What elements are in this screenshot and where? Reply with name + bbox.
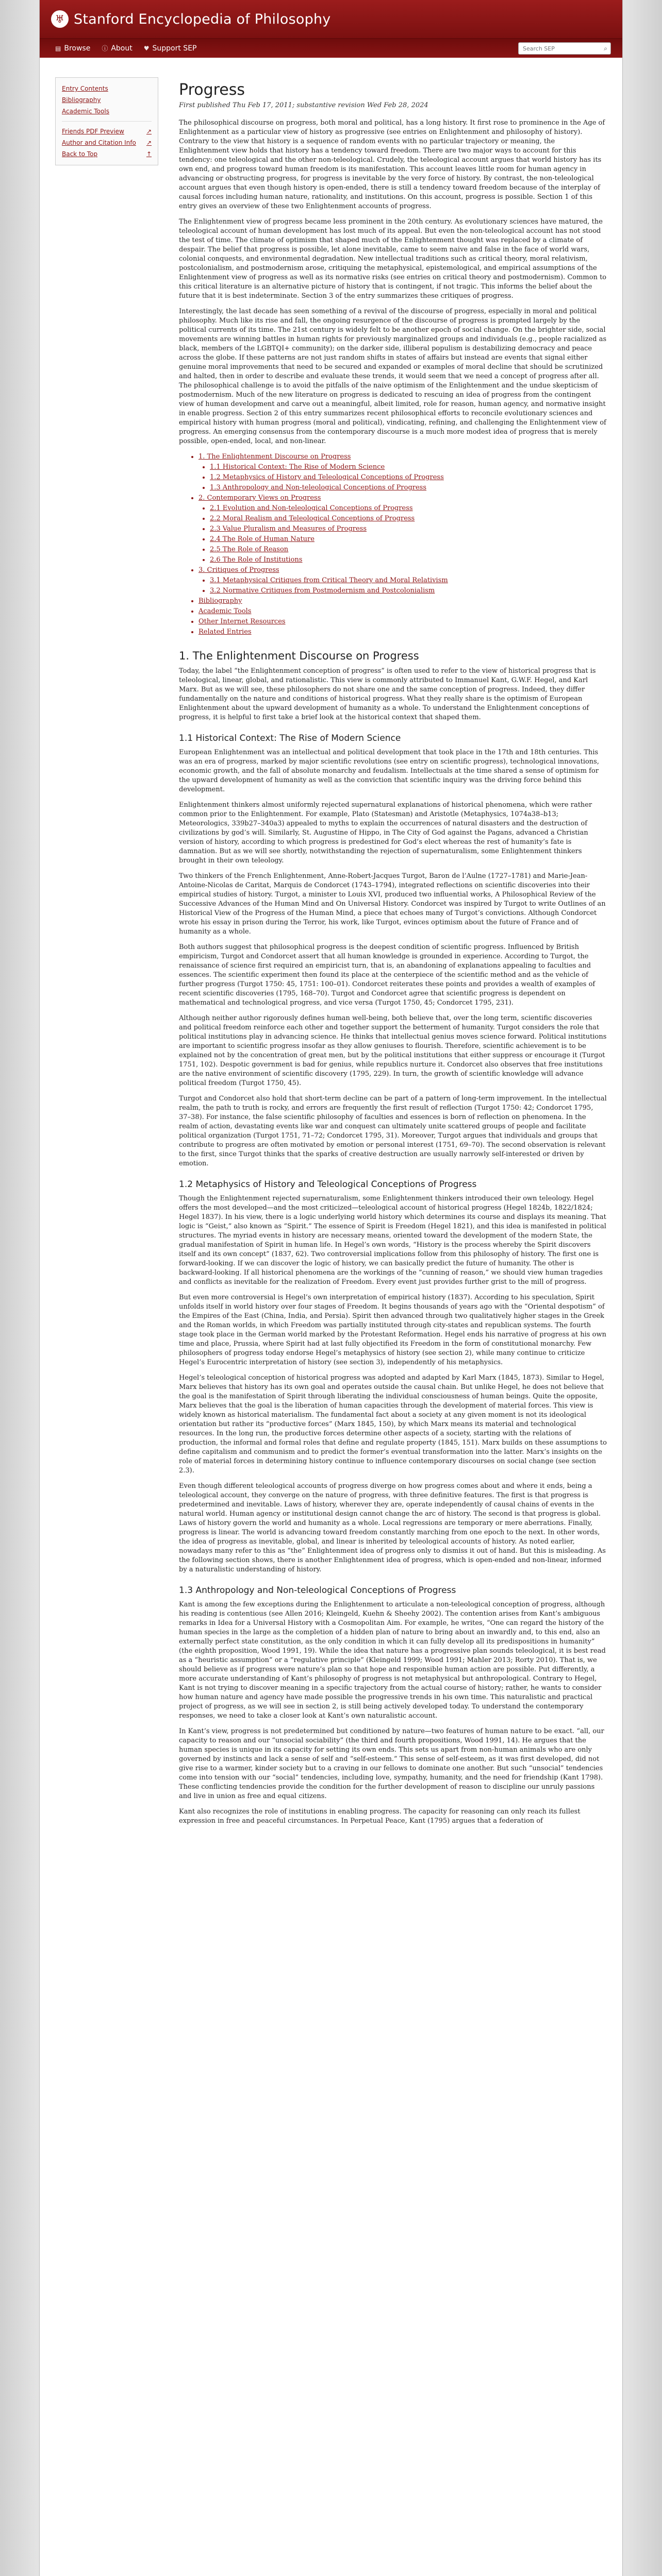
body-paragraph: Today, the label “the Enlightenment conception of progress” is often used to refer to the view of historical progress that is teleological, linear, global, and rationalistic. This view is commonly attributed to Immanuel Kant, G.W.F. Hegel, and Karl Marx. But as we will see, these philosophers do not share one and the same conception of progress. Indeed, they differ fundamentally on the nature and conditions of historical progress. What they really share is the optimism of European Enlightenment about the upward development of humanity as a whole. To understand the Enlightenment conceptions of progress, it is helpful to first take a brief look at the historical context that shaped them. [179,667,596,721]
section-body [179,1600,607,1826]
sidebar-group-contents [62,83,152,122]
toc-subitem[interactable]: • 2.2 Moral Realism and Teleological Conceptions of Progress [210,514,607,523]
section-heading: 1. The Enlightenment Discourse on Progress [179,650,419,662]
search-icon[interactable]: ⌕ [604,44,607,52]
sidebar-link-label: Friends PDF Preview [62,128,124,135]
toc-sublist [198,504,607,565]
content-frame [39,0,623,2576]
sidebar-link-label: Back to Top [62,150,98,158]
subsection-heading: 1.1 Historical Context: The Rise of Modern Science [179,733,401,743]
body-paragraph: Hegel’s teleological conception of historical progress was adopted and adapted by Karl Marx (1845, 1873). Similar to Hegel, Marx believes that history has its own goal and operates outside the causal chain. But unlike Hegel, he does not believe that the goal is the manifestation of Spirit through liberating the individual consciousness of human beings. Quite the opposite, Marx believes that the goal is the liberation of human capacities through the development of material forces. This view is widely known as historical materialism. The fundamental fact about a society at any given moment is not its ideological orientation but rather its “productive forces” (Marx 1845, 150), by which Marx means its material and technological resources. In the long run, the productive forces determine other aspects of a society, starting with the relations of production, the informal and formal roles that define and regulate property (1845, 151). Marx builds on these assumptions to define capitalism and communism and to predict the former’s eventual transformation into the latter. Marx’s insights on the role of material forces in determining history continue to influence contemporary discourses on social change (see section 2.3). [179,1374,607,1475]
body-paragraph: Although neither author rigorously defines human well-being, both believe that, over the long term, scientific discoveries and political freedom reinforce each other and together support the betterment of humanity. Turgot considers the role that political institutions play in advancing science. He thinks that intellectual genius moves science forward. Political institutions are important to scientific progress insofar as they allow geniuses to flourish. Therefore, scientific achievement is to be explained not by the concentration of great men, but by the political institutions that either suppress or encourage it (Turgot 1751, 102). Despotic government is bad for genius, while republics nurture it. Condorcet also observes that free institutions are the native environment of scientific discovery (1795, 229). In turn, the growth of scientific knowledge will advance political freedom (Turgot 1750, 45). [179,1014,607,1087]
body-paragraph: Though the Enlightenment rejected supernaturalism, some Enlightenment thinkers introduced their own teleology. Hegel offers the most developed—and the most criticized—teleological account of historical progress (Hegel 1824b, 1822/1824; Hegel 1837). In his view, there is a logic underlying world history which determines its course and displays its meaning. That logic is “Geist,” also known as “Spirit.” The essence of Spirit is Freedom (Hegel 1821), and this idea is manifested in political structures. The myriad events in history are necessary means, oriented toward the development of the modern State, the gradual manifestation of Spirit in human life. In Hegel’s own words, “History is the process whereby the Spirit discovers itself and its own concept” (1837, 62). Two controversial implications follow from this philosophy of history. The first one is forward-looking. If we can discover the logic of history, we can basically predict the future of humanity. The other is backward-looking. If all historical phenomena are the workings of the “cunning of reason,” we should view human tragedies and conflicts as inevitable for the realization of Freedom. Every event just provides further grist to the mill of progress. [179,1195,606,1286]
nav-support[interactable] [144,44,197,53]
toc-item[interactable] [198,494,607,565]
intro-paragraph: The philosophical discourse on progress, both moral and political, has a long history. It first rose to prominence in the Age of Enlightenment as a particular view of history as progressive (see entries on Enlightenment and philosophy of history). Contrary to the view that history is a sequence of random events with no particular trajectory or meaning, the Enlightenment view holds that history has a tendency toward freedom. There are two major ways to account for this tendency: one teleological and the other non-teleological. Crudely, the teleological account argues that world history has its own end, and progress toward human freedom is its manifestation. This account leaves little room for human agency in advancing or obstructing progress, for progress is inevitable by the very force of history. By contrast, the non-teleological account argues that even though history is open-ended, there is still a tendency toward freedom because of the interplay of causal forces including human nature, rationality, and institutions. On this account, progress is possible. Section 1 of this entry gives an overview of these two Enlightenment accounts of progress. [179,119,605,210]
section-body [179,667,607,722]
search-box[interactable] [518,42,611,55]
nav-browse[interactable] [55,44,90,53]
external-link-icon: ↗ [146,139,152,146]
toc-subitem[interactable]: • 3.1 Metaphysical Critiques from Critical Theory and Moral Relativism [210,576,607,585]
info-icon: ⓘ [102,45,108,52]
nav-browse-label: Browse [64,44,91,53]
toc-item-label: Related Entries [198,628,252,636]
sidebar-link-label: Entry Contents [62,85,108,92]
body-paragraph: Kant also recognizes the role of institutions in enabling progress. The capacity for reasoning can only reach its fullest expression in free and peaceful circumstances. In Perpetual Peace, Kant (1795) argues that a federation of [179,1808,581,1825]
site-title[interactable]: Stanford Encyclopedia of Philosophy [74,11,331,27]
sidebar-link-entry-contents[interactable] [62,83,152,94]
toc-item-label: Other Internet Resources [198,618,286,625]
sidebar-link-label: Bibliography [62,96,101,104]
toc-subitem[interactable]: • 1.1 Historical Context: The Rise of Modern Science [210,463,607,472]
toc-item[interactable] [198,607,607,616]
sidebar-link-bibliography[interactable] [62,94,152,106]
toc-item[interactable] [198,452,607,493]
toc-sublist [198,463,607,493]
body-paragraph: Both authors suggest that philosophical progress is the deepest condition of scientific progress. Influenced by British empiricism, Turgot and Condorcet assert that all human knowledge is grounded in experience. According to Turgot, the renaissance of science first required an empiricist turn, that is, an abandoning of explanations appealing to faculties and essences. The scientific experiment then found its place at the centerpiece of the scientific method and as the vehicle of further progress (Turgot 1750: 45, 1751: 100–01). Condorcet reiterates these points and provides a wealth of examples of recent scientific discoveries (1795, 168–70). Turgot and Condorcet agree that scientific progress is dependent on mathematical and technological progress, and vice versa (Turgot 1750, 45; Condorcet 1795, 231). [179,943,595,1007]
body-paragraph: Kant is among the few exceptions during the Enlightenment to articulate a non-teleological conception of progress, although his reading is contentious (see Allen 2016; Kleingeld, Kuehn & Sheehy 2002). The contention arises from Kant’s ambiguous remarks in Idea for a Universal History with a Cosmopolitan Aim. For example, he writes, “One can regard the history of the human species in the large as the completion of a hidden plan of nature to bring about an inwardly and, to this end, also an externally perfect state constitution, as the only condition in which it can fully develop all its predispositions in humanity” (the eighth proposition, Wood 1991, 19). While the idea that nature has a progressive plan sounds teleological, it is best read as a “heuristic assumption” or a “regulative principle” (Kleingeld 1999; Wood 1991; Mahler 2013; Rorty 2010). That is, we should believe as if progress were nature’s plan so that hope and responsible human action are possible. Put differently, a more accurate understanding of Kant’s philosophy of progress is not metaphysical but anthropological. Contrary to Hegel, Kant is not trying to discover meaning in a specific trajectory from the actual course of history; rather, he wants to consider how human nature and agency have made possible the progressive trends in his own time. This naturalistic and practical project of progress, as we will see in section 2, is still being actively developed today. To understand the contemporary responses, we need to take a closer look at Kant’s own naturalistic account. [179,1601,606,1720]
toc-sublist [198,576,607,596]
sidebar-link-back-to-top[interactable] [62,148,152,160]
heart-icon: ♥ [143,44,150,52]
toc-item[interactable] [198,597,607,606]
section-body [179,1194,607,1574]
arrow-up-icon: ↑ [146,150,152,158]
toc-subitem[interactable]: • 3.2 Normative Critiques from Postmodernism and Postcolonialism [210,586,607,596]
toc-subitem[interactable]: • 2.4 The Role of Human Nature [210,535,607,544]
book-icon: ▤ [55,44,61,52]
sidebar-group-tools [62,126,152,160]
entry-main [179,77,607,1832]
body-paragraph: Even though different teleological accounts of progress diverge on how progress comes about and where it ends, being a teleological account, they converge on the nature of progress, with three definitive features. The first is that progress is predetermined and inevitable. Laws of history, wherever they are, operate independently of causal chains of events in the natural world. Human agency or institutional design cannot change the arc of history. The second is that progress is global. Laws of history govern the world and humanity as a whole. Local regressions are temporary or mere aberrations. Finally, progress is linear. The world is advancing toward freedom constantly marching from one epoch to the next. In other words, the idea of progress as inevitable, global, and linear is inherited by teleological accounts of history. As noted earlier, nowadays many refer to this as “the” Enlightenment idea of progress only to dismiss it out of hand. But this is misleading. As the following section shows, there is another Enlightenment idea of progress, which is open-ended and non-linear, informed by a naturalistic understanding of history. [179,1482,606,1573]
nav-about-label: About [111,44,133,53]
publication-info: First published Thu Feb 17, 2011; substantive revision Wed Feb 28, 2024 [179,101,428,109]
toc-item-label: 3. Critiques of Progress [198,566,279,574]
toc-subitem[interactable]: • 1.2 Metaphysics of History and Teleological Conceptions of Progress [210,473,607,482]
toc-subitem[interactable]: • 2.3 Value Pluralism and Measures of Progress [210,524,607,534]
sidebar-link-label: Author and Citation Info [62,139,136,146]
body-paragraph: Enlightenment thinkers almost uniformly rejected supernatural explanations of historical phenomena, which were rather common prior to the Enlightenment. For example, Plato (Statesman) and Aristotle (Metaphysics, 1074a38–b13; Meteorologics, 339b27–340a3) appealed to myths to explain the occurrences of natural disasters and the destruction of civilizations by god’s will. Similarly, St. Augustine of Hippo, in The City of God against the Pagans, advanced a Christian version of history, according to which progress is predestined for God’s elect whereas the rest of humanity’s fate is damnation. But as we will see shortly, notwithstanding the rejection of supernaturalism, some Enlightenment thinkers brought in their own teleology. [179,801,592,865]
sidebar-link-academic-tools[interactable] [62,106,152,117]
body-paragraph: In Kant’s view, progress is not predetermined but conditioned by nature—two features of human nature to be exact. “all, our capacity to reason and our “unsocial sociability” (the third and fourth propositions, Wood 1991, 14). He argues that the human species is unique in its capacity for setting its own ends. This sets us apart from non-human animals who are only governed by instincts and lack a sense of self and “self-esteem.” This sense of self-esteem, as it was first developed, did not give rise to a warmer, kinder society but to a craving in our fellows to dominate one another. But such “unsocial” tendencies come into tension with our “social” tendencies, including love, sympathy, humanity, and the need for friendship (Kant 1798). These conflicting tendencies provide the condition for the further development of reason to discipline our unruly passions and live in union as free and equal citizens. [179,1727,604,1800]
sidebar-link-pdf-preview[interactable] [62,126,152,137]
nav-support-label: Support SEP [152,44,197,53]
body-paragraph: Turgot and Condorcet also hold that short-term decline can be part of a pattern of long-term improvement. In the intellectual realm, the path to truth is rocky, and errors are frequently the first result of reflection (Turgot 1750: 42; Condorcet 1795, 37–38). For instance, the false scientific philosophy of faculties and essences is born of reflection on phenomena. In the realm of action, devastating events like war and conquest can ultimately unite scattered groups of people and facilitate political organization (Turgot 1751, 71–72; Condorcet 1795, 31). Moreover, Turgot argues that individuals and groups that contribute to progress are often motivated by emotion or personal interest (1751, 69–70). The second observation is relevant to the first, since Turgot thinks that the sparks of creative destruction are usually narrowly self-interested or driven by emotion. [179,1095,607,1167]
toc-item[interactable] [198,617,607,626]
toc-item-label: 2. Contemporary Views on Progress [198,494,321,502]
intro-paragraph: The Enlightenment view of progress became less prominent in the 20th century. As evolutionary sciences have matured, the teleological account of human development has lost much of its appeal. But even the non-teleological account has not stood the test of time. The climate of optimism that shaped much of the Enlightenment thought was replaced by a climate of despair. The belief that progress is possible, let alone inevitable, came to seem naive and false in the face of world wars, colonial conquests, and environmental degradation. New intellectual traditions such as critical theory, moral relativism, postcolonialism, and postmodernism arose, critiquing the metaphysical, epistemological, and empirical assumptions of the Enlightenment view of progress as well as its normative risks (see entries on critical theory and postmodernism). Common to this critical literature is an alternative picture of history that is contingent, if not tragic. This informs the belief about the future that it is best indeterminate. Section 3 of the entry summarizes these critiques of progress. [179,218,607,300]
sidebar-link-label: Academic Tools [62,108,109,115]
toc-subitem[interactable]: • 2.6 The Role of Institutions [210,555,607,565]
toc-item-label: Academic Tools [198,607,252,615]
toc-item-label: 1. The Enlightenment Discourse on Progress [198,453,351,461]
section-body [179,748,607,1168]
toc-subitem[interactable]: • 2.5 The Role of Reason [210,545,607,554]
toc-subitem[interactable]: • 2.1 Evolution and Non-teleological Conceptions of Progress [210,504,607,513]
entry-title: Progress [179,81,245,99]
sep-logo-icon[interactable]: ♅ [51,10,69,28]
toc-list [187,452,607,637]
sidebar [55,77,158,165]
toc-item[interactable] [198,566,607,596]
preamble [179,118,607,446]
toc-item[interactable] [198,628,607,637]
masthead [40,0,622,38]
subsection-heading: 1.3 Anthropology and Non-teleological Conceptions of Progress [179,1585,456,1596]
sidebar-link-citation-info[interactable] [62,137,152,148]
external-link-icon: ↗ [146,128,152,135]
body-paragraph: Two thinkers of the French Enlightenment, Anne-Robert-Jacques Turgot, Baron de l’Aulne (1727–1781) and Marie-Jean-Antoine-Nicolas de Caritat, Marquis de Condorcet (1743–1794), integrated reflections on scientific discoveries into their empirical studies of history. Turgot, a minister to Louis XVI, produced two influential works, A Philosophical Review of the Successive Advances of the Human Mind and On Universal History. Condorcet was inspired by Turgot to write Outlines of an Historical View of the Progress of the Human Mind, a piece that echoes many of Turgot’s convictions. Although Condorcet wrote his essay in prison during the Terror, his work, like Turgot, evinces optimism about the future of France and of humanity as a whole. [179,872,606,936]
subsection-heading: 1.2 Metaphysics of History and Teleological Conceptions of Progress [179,1179,477,1190]
nav-about[interactable] [102,44,132,53]
navbar [40,38,622,58]
table-of-contents [179,452,607,637]
body-paragraph: European Enlightenment was an intellectual and political development that took place in the 17th and 18th centuries. This was an era of progress, marked by major scientific revolutions (see entry on scientific progress), technological innovations, economic growth, and the fall of absolute monarchy and feudalism. Intellectuals at the time shared a sense of optimism for the upward development of humanity as well as the conviction that scientific inquiry was the driving force behind this development. [179,749,599,793]
search-input[interactable] [522,45,594,53]
body-paragraph: But even more controversial is Hegel’s own interpretation of empirical history (1837). According to his speculation, Spirit unfolds itself in world history over four stages of Freedom. It begins thousands of years ago with the “Oriental despotism” of the Empires of the East (China, India, and Persia). Spirit then advanced through two qualitatively higher stages in the Greek and the Roman worlds, in which Freedom was partially instituted through city-states and republican systems. The fourth stage took place in the German world marked by the Protestant Reformation. Hegel ends his narrative of progress at his own time and place, Prussia, where Spirit had at last fully objectified its Freedom in the form of constitutional monarchy. Few philosophers of progress today endorse Hegel’s metaphysics of history (see section 2), while many continue to criticize Hegel’s Eurocentric interpretation of history (see section 3), independently of his metaphysics. [179,1294,606,1366]
toc-subitem[interactable]: • 1.3 Anthropology and Non-teleological Conceptions of Progress [210,483,607,493]
toc-item-label: Bibliography [198,597,242,605]
intro-paragraph: Interestingly, the last decade has seen something of a revival of the discourse of progress, especially in moral and political philosophy. Much like its rise and fall, the ongoing resurgence of the discourse of progress is prompted largely by the political currents of its time. The 21st century is widely felt to be another epoch of social change. On the brighter side, social movements are winning battles in human rights for previously marginalized groups and individuals (e.g., people racialized as black, members of the LGBTQI+ community); on the darker side, illiberal populism is destabilizing democracy and peace across the globe. If these patterns are not just random shifts in states of affairs but instead are events that signal either genuine moral improvements that need to be secured and expanded or examples of moral decline that should be scrutinized and halted, then in order to describe and evaluate these trends, it would seem that we need a concept of progress after all. The philosophical challenge is to avoid the pitfalls of the naive optimism of the Enlightenment and the undue skepticism of postmodernism. Much of the new literature on progress is dedicated to rescuing an idea of progress from the contingent view of human development and carve out a meaningful, albeit limited, role for reason, human agency, and normative insight in enable progress. Section 2 of this entry summarizes recent philosophical efforts to reconcile evolutionary sciences and empirical history with human progress (moral and political), vindicating, refining, and challenging the Enlightenment view of progress. An emerging consensus from the contemporary discourse is a much more modest idea of progress that is merely possible, open-ended, local, and non-linear. [179,308,607,445]
